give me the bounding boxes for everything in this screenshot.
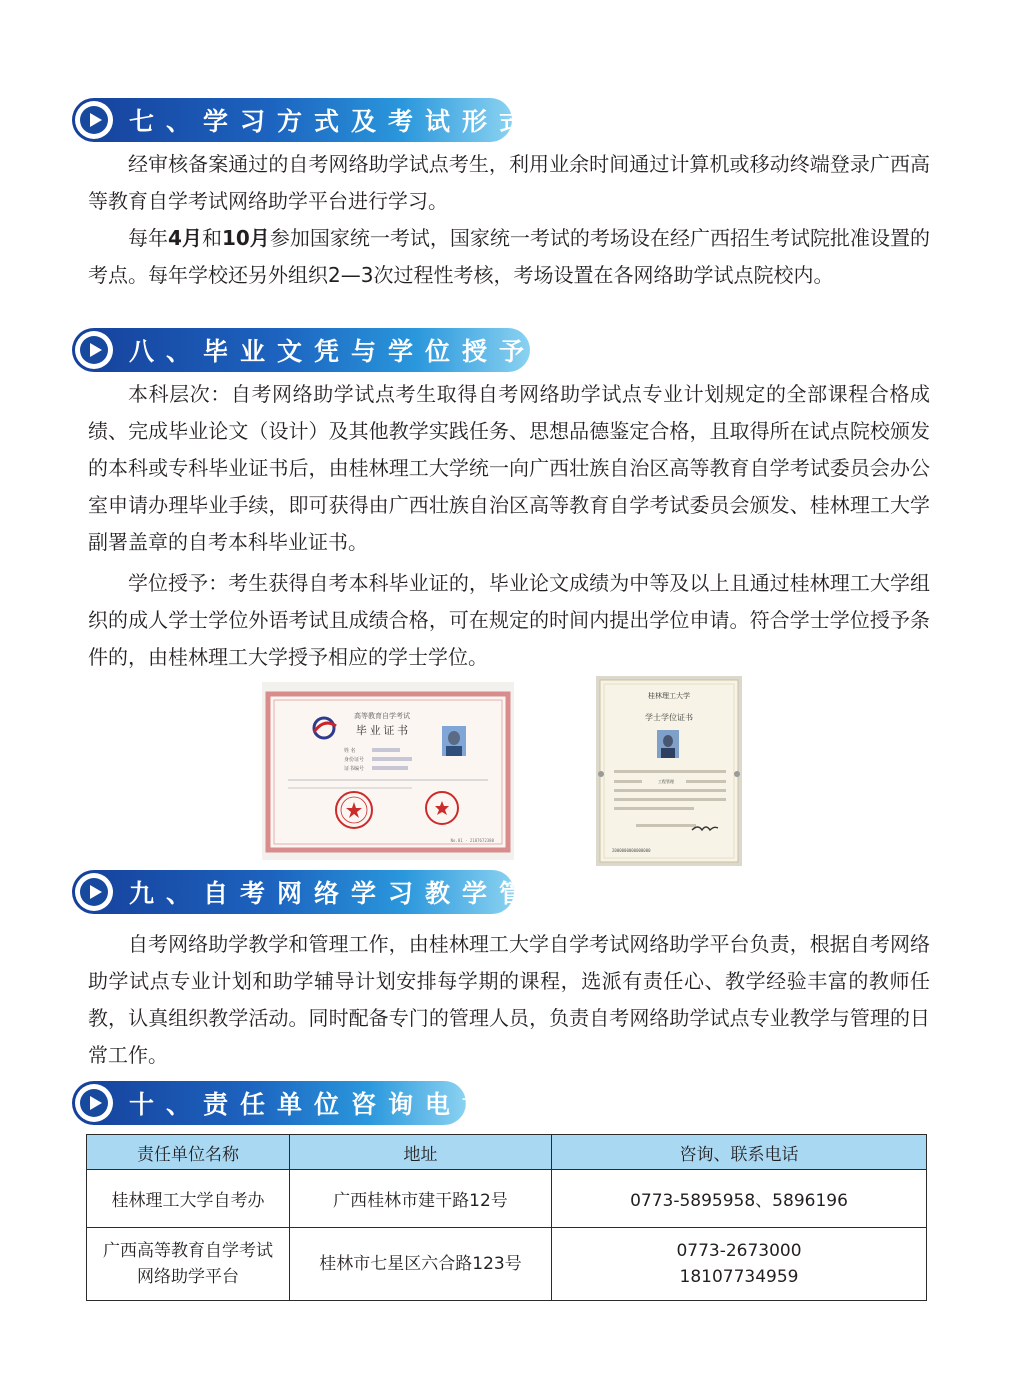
- unit-address: 广西桂林市建干路12号: [290, 1170, 552, 1228]
- diploma-field-name: 姓 名: [344, 748, 356, 754]
- table-row: [87, 1170, 927, 1228]
- paragraph-degree-award: 学位授予：考生获得自考本科毕业证的，毕业论文成绩为中等及以上且通过桂林理工大学组织的成人学士学位外语考试且成绩合格，可在规定的时间内提出学位申请。符合学士学位授予条件的，由桂林理工大学授予相应的学士学位。: [88, 571, 930, 669]
- section-title: 十、责任单位咨询电话: [129, 1090, 500, 1119]
- degree-title: 学士学位证书: [645, 713, 693, 722]
- degree-serial: 2000000000000000: [612, 848, 651, 853]
- unit-name: 桂林理工大学自考办: [87, 1170, 290, 1228]
- diploma-top-line: 高等教育自学考试: [354, 712, 410, 720]
- section-title: 七、学习方式及考试形式: [129, 107, 537, 136]
- degree-field-major: 工程管理: [658, 779, 674, 784]
- column-header-phone: 咨询、联系电话: [552, 1135, 927, 1170]
- table-row: [87, 1228, 927, 1301]
- table-header-row: [87, 1135, 927, 1170]
- paragraph-study-method: 经审核备案通过的自考网络助学试点考生，利用业余时间通过计算机或移动终端登录广西高等教育自学考试网络助学平台进行学习。: [88, 152, 930, 213]
- unit-phone: 0773-2673000 18107734959: [552, 1228, 927, 1301]
- unit-phone: 0773-5895958、5896196: [552, 1170, 927, 1228]
- section-title: 九、自考网络学习教学管理: [129, 879, 574, 908]
- play-icon: [75, 101, 113, 139]
- unit-address: 桂林市七星区六合路123号: [290, 1228, 552, 1301]
- column-header-unit: 责任单位名称: [87, 1135, 290, 1170]
- diploma-field-cert: 证书编号: [344, 766, 365, 772]
- degree-university: 桂林理工大学: [648, 692, 690, 700]
- diploma-field-id: 身份证号: [344, 757, 365, 763]
- diploma-title: 毕 业 证 书: [355, 725, 409, 737]
- paragraph-bachelor-level: 本科层次：自考网络助学试点考生取得自考网络助学试点专业计划规定的全部课程合格成绩、完成毕业论文（设计）及其他教学实践任务、思想品德鉴定合格，且取得所在试点院校颁发的本科或专科毕业证书后，由桂林理工大学统一向广西壮族自治区高等教育自学考试委员会办公室申请办理毕业手续，即可获得由广西壮族自治区高等教育自学考试委员会颁发、桂林理工大学副署盖章的自考本科毕业证书。: [88, 382, 930, 554]
- section-title: 八、毕业文凭与学位授予: [129, 337, 537, 366]
- diploma-certificate-image: [262, 682, 514, 860]
- section-header-9: [72, 870, 574, 914]
- degree-certificate-image: [596, 676, 742, 866]
- diploma-serial: No.01 - 2187672380: [450, 838, 494, 843]
- column-header-address: 地址: [290, 1135, 552, 1170]
- section-header-10: [72, 1081, 500, 1125]
- paragraph-exam-schedule: 每年4月和10月参加国家统一考试，国家统一考试的考场设在经广西招生考试院批准设置的考点。每年学校还另外组织2—3次过程性考核，考场设置在各网络助学试点院校内。: [88, 226, 931, 287]
- section-header-7: [72, 98, 537, 142]
- exam-month-october: 10月: [221, 226, 270, 250]
- unit-name: 广西高等教育自学考试 网络助学平台: [87, 1228, 290, 1301]
- exam-month-april: 4月: [168, 226, 202, 250]
- paragraph-teaching-management: 自考网络助学教学和管理工作，由桂林理工大学自学考试网络助学平台负责，根据自考网络助学试点专业计划和助学辅导计划安排每学期的课程，选派有责任心、教学经验丰富的教师任教，认真组织教学活动。同时配备专门的管理人员，负责自考网络助学试点专业教学与管理的日常工作。: [88, 932, 930, 1067]
- play-icon: [75, 873, 113, 911]
- play-icon: [75, 331, 113, 369]
- section-header-8: [72, 328, 537, 372]
- contact-table: [86, 1134, 927, 1301]
- play-icon: [75, 1084, 113, 1122]
